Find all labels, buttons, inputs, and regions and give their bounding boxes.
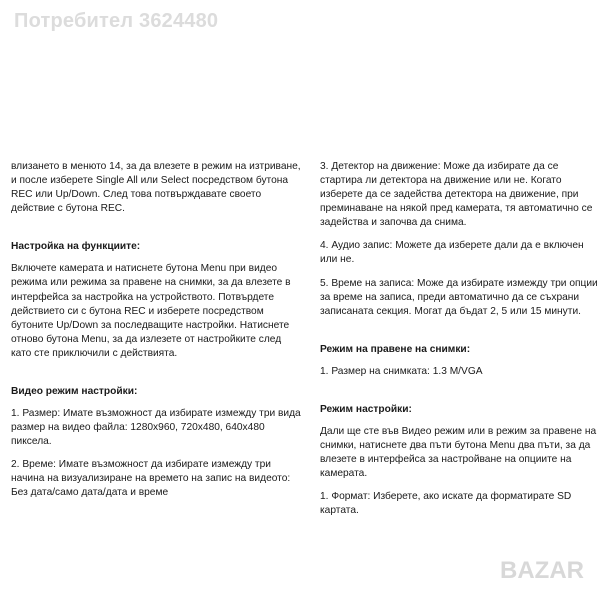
- bazar-logo: [498, 552, 594, 586]
- section-heading-video-mode: Видео режим настройки:: [11, 385, 138, 397]
- intro-paragraph: влизането в менюто 14, за да влезете в режим на изтриване, и после изберете Single All или Select посредством бутона REC или Up/Down. След това потвърждавате своето действие с бутона REC.: [11, 161, 301, 215]
- settings-item-format: 1. Формат: Изберете, ако искате да форматирате SD картата.: [320, 491, 572, 517]
- section-heading-settings-mode: Режим настройки:: [320, 403, 412, 415]
- video-item-size: 1. Размер: Имате възможност да избирате измежду три вида размер на видео файла: 1280x960, 720x480, 640x480 пиксела.: [11, 408, 301, 448]
- watermark-text: Потребител 3624480: [14, 10, 219, 32]
- left-column: [11, 160, 301, 509]
- section-heading-photo-mode: Режим на правене на снимки:: [320, 343, 471, 355]
- video-item-record-time: 5. Време на записа: Може да избирате измежду три опции за време на записа, преди автоматично да се съхрани записаната секция. Могат да бъдат 2, 5 или 15 минути.: [320, 277, 598, 317]
- right-column: [320, 160, 598, 527]
- function-settings-paragraph: Включете камерата и натиснете бутона Menu при видео режима или режима за правене на снимки, за да влезете в интерфейса за настройка на устройството. Потвърдете действието си с бутона REC и изберете посредством бутоните Up/Down за последващите настройки. Натиснете отново бутона Menu, за да излезете от настройките след като сте приключили с действията.: [11, 263, 291, 359]
- video-item-audio: 4. Аудио запис: Можете да изберете дали да е включен или не.: [320, 240, 584, 266]
- bazar-logo-text: BAZAR: [500, 557, 584, 584]
- settings-mode-paragraph: Дали ще сте във Видео режим или в режим за правене на снимки, натиснете два пъти бутона Menu два пъти, за да влезете в интерфейса за настройване на опциите на камерата.: [320, 426, 597, 480]
- video-item-time: 2. Време: Имате възможност да избирате измежду три начина на визуализиране на времето на запис на видеото: Без дата/само дата/дата и време: [11, 459, 291, 499]
- video-item-motion-detector: 3. Детектор на движение: Може да избирате да се стартира ли детектора на движение или не. Когато изберете да се задейства детектора на движение, при преминаване на някой пред камерата, тя автоматично се задейства и започва да снима.: [320, 161, 593, 229]
- photo-item-size: 1. Размер на снимката: 1.3 M/VGA: [320, 365, 483, 377]
- section-heading-function-settings: Настройка на функциите:: [11, 241, 141, 253]
